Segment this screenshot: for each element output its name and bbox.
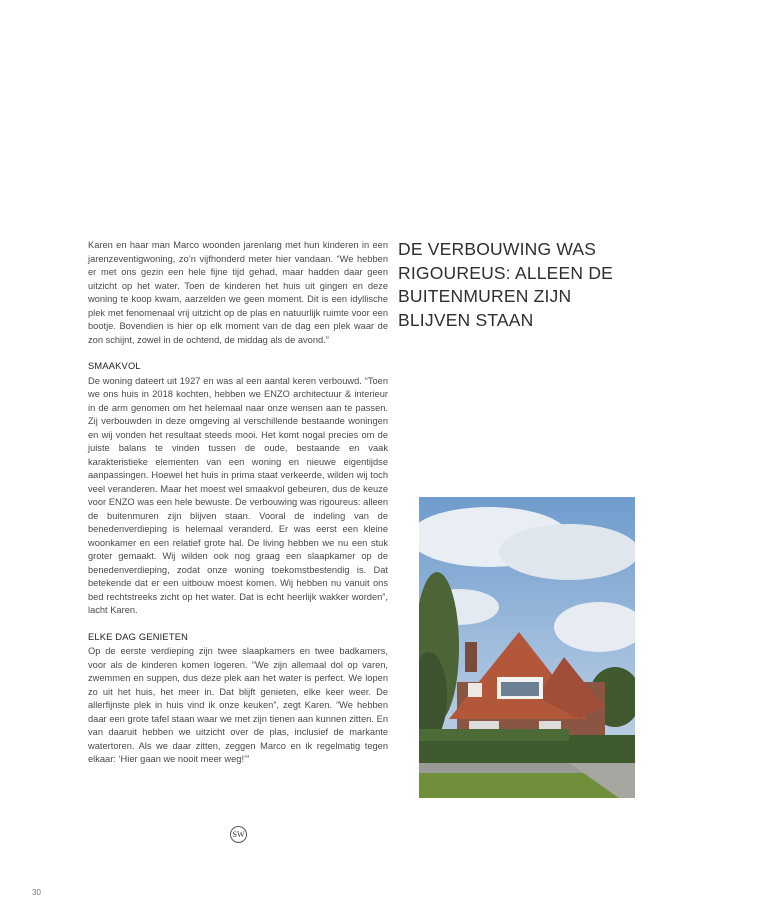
section-heading-smaakvol: SMAAKVOL — [88, 361, 141, 371]
pull-quote: DE VERBOUWING WAS RIGOUREUS: ALLEEN DE BUITENMUREN ZIJN BLIJVEN STAAN — [398, 239, 614, 330]
intro-paragraph: Karen en haar man Marco woonden jarenlang met hun kinderen in een jarenzeventigwoning, zo’n vijfhonderd meter hier vandaan. “We hebben er met ons gezin een hele fijne tijd gehad, maar hadden daar geen uitzicht op het water. Toen de kinderen het huis uit gingen en deze woning te koop kwam, aarzelden we geen moment. Dit is een idyllische plek met fenomenaal vrij uitzicht op de plas en natuurlijk ruimte voor een bootje. Bovendien is hier op elk moment van de dag een plek waar de zon schijnt, zowel in de ochtend, de middag als de avond.” — [88, 240, 388, 345]
page-number: 30 — [32, 888, 41, 897]
section-body-smaakvol: De woning dateert uit 1927 en was al een aantal keren verbouwd. “Toen we ons huis in 2018 kochten, hebben we ENZO architectuur & interieur in de arm genomen om het helemaal naar onze wensen aan te passen. Zij verbouwden in deze omgeving al verschillende bestaande woningen en wij vonden het resultaat steeds mooi. Het komt nogal precies om de juiste balans te vinden tussen de oude, bestaande en vaak karakteristieke elementen van een woning en nieuwe eigentijdse aanpassingen. Hoewel het huis in prima staat verkeerde, wilden wij toch veel veranderen. Maar het moest wel smaakvol gebeuren, dus de keuze voor ENZO was een hele bewuste. De verbouwing was rigoureus: alleen de buitenmuren zijn blijven staan. Vooral de indeling van de benedenverdieping is helemaal veranderd. Er was eerst een kleine woonkamer en een relatief grote hal. De living hebben we nu een stuk groter gemaakt. Wij wilden ook nog graag een slaapkamer op de benedenverdieping, zodat onze woning toekomstbestendig is. Dat betekende dat er een uitbouw moest komen. Wij hebben nu vanuit ons bed rechtstreeks zicht op het water. Dat is echt heerlijk wakker worden”, lacht Karen. — [88, 375, 388, 615]
house-photo — [419, 497, 635, 798]
section-body-genieten: Op de eerste verdieping zijn twee slaapkamers en twee badkamers, voor als de kinderen komen logeren. “We zijn allemaal dol op varen, zwemmen en suppen, dus deze plek aan het water is perfect. We lopen zo uit het huis, het meer in. Dat blijft genieten, elke keer weer. De allerfijnste plek in huis vind ik onze keuken”, zegt Karen. “We hebben daar een grote tafel staan waar we met zijn tienen aan kunnen zitten. En van daaruit hebben we uitzicht over de plas, inclusief de markante watertoren. Als we daar zitten, zeggen Marco en ik regelmatig tegen elkaar: ‘Hier gaan we nooit meer weg!’” — [88, 646, 388, 764]
magazine-logo: SW — [230, 826, 247, 843]
section-heading-genieten: ELKE DAG GENIETEN — [88, 631, 189, 642]
article-body — [88, 239, 388, 767]
